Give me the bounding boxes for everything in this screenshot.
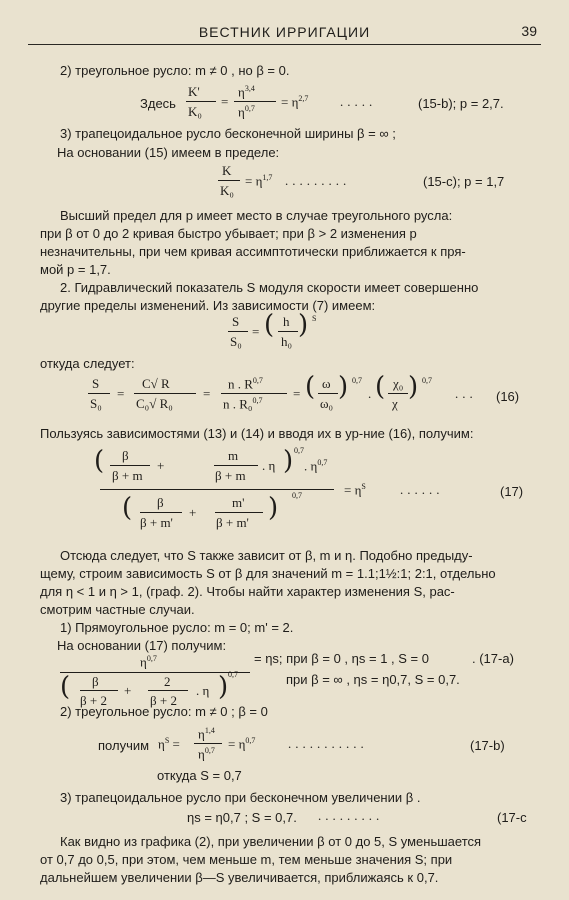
text-line: откуда S = 0,7 [157, 768, 242, 783]
text-line: Как видно из графика (2), при увеличении β от 0 до 5, S уменьшается [60, 834, 482, 849]
text-line: дальнейшем увеличении β—S увеличивается, приближаясь к 0,7. [40, 870, 439, 885]
text-line: для η < 1 и η > 1, (граф. 2). Чтобы найти характер изменения S, рас- [40, 584, 455, 599]
text-line: от 0,7 до 0,5, при этом, чем меньше m, тем меньше значения S; при [40, 852, 453, 867]
text-line: Отсюда следует, что S также зависит от β, m и η. Подобно предыду- [60, 548, 473, 563]
text-line: Пользуясь зависимостями (13) и (14) и вводя их в ур-ние (16), получим: [40, 426, 474, 441]
formula-17a-line1: = ηs; при β = 0 , ηs = 1 , S = 0 [254, 651, 429, 666]
text-line: незначительны, при чем кривая ассимптотически приближается к пря- [40, 244, 466, 259]
formula-17c: ηs = η0,7 ; S = 0,7. [187, 810, 297, 825]
text-line: 2. Гидравлический показатель S модуля скорости имеет совершенно [60, 280, 479, 295]
page-header [28, 22, 541, 45]
formula-15b: K' [188, 84, 200, 99]
text-line: На основании (15) имеем в пределе: [57, 145, 280, 160]
running-title: ВЕСТНИК ИРРИГАЦИИ [198, 24, 371, 40]
equation-number: (17) [500, 484, 524, 499]
text-line: щему, строим зависимость S от β для значений m = 1.1;1½:1; 2:1, отдельно [40, 566, 496, 581]
equation-number: (16) [496, 389, 520, 404]
page-number: 39 [521, 23, 537, 39]
text-line: Здесь [140, 96, 176, 111]
text-line: откуда следует: [40, 356, 135, 371]
text-line: 3) трапецоидальное русло бесконечной ширины β = ∞ ; [60, 126, 396, 141]
text-line: получим [98, 738, 150, 753]
text-line: На основании (17) получим: [57, 638, 227, 653]
text-line: другие пределы изменений. Из зависимости (7) имеем: [40, 298, 376, 313]
equation-number: (15-c); p = 1,7 [423, 174, 505, 189]
equation-number: (17-b) [470, 738, 505, 753]
document-page: ВЕСТНИК ИРРИГАЦИИ 39 2) треугольное русло: m ≠ 0 , но β = 0. Здесь K' K₀ = $\eta^{3,4}$ $\eta^{0,7}$ = $\eta^{2,7}$ ..... (15-b); p = 2,7. 3) трапецоидальное русло бесконечной ширины β = ∞ ; На основании (15) имеем в пределе: K K₀ = $\eta^{1,7}$ ......... (15-c); p = 1,7 Высший предел для p имеет место в случае треугольного русла: при β от 0 до 2 кривая быстро убывает; при β > 2 изменения p незначительны, при чем кривая ассимптотически приближается к пря- мой p = 1,7. 2. Гидравлический показатель S модуля скорости имеет совершенно другие пределы изменений. Из зависимости (7) имеем: S S₀ = ( h h₀ ) S откуда следует: S S₀ = C√ R C₀√ R₀ = n . R$^{0,7}$ n . R₀$^{0,7}$ = ( ω ω₀ ) 0,7 . ( χ₀ χ ) 0,7 ... (16) Пользуясь зависимостями (13) и (14) и вводя их в ур-ние (16), получим: ( β β + m + m β + m . η ) 0,7 . $\eta^{0,7}$ ( β β + m' + m' β + m' ) 0,7 = $\eta^S$ ...... (17) Отсюда следует, что S также зависит от β, m и η. Подобно предыду- щему, строим зависимость S от β для значений m = 1.1;1½:1; 2:1, отдельно для η < 1 и η > 1, (граф. 2). Чтобы найти характер изменения S, рас- смотрим частные случаи. 1) Прямоугольное русло: m = 0; m' = 2. На основании (17) получим: $\eta^{0,7}$ ( β β + 2 + 2 β + 2 . η ) 0,7 = ηs; при β = 0 , ηs = 1 , S = 0 . (17-a) при β = ∞ , ηs = η0,7, S = 0,7. 2) треугольное русло: m ≠ 0 ; β = 0 получим $\eta^S$ = $\eta^{1,4}$ $\eta^{0,7}$ = $\eta^{0,7}$ ........... (17-b) откуда S = 0,7 3) трапецоидальное русло при бесконечном увеличении β . ηs = η0,7 ; S = 0,7. ......... (17-c Как видно из графика (2), при увеличении β от 0 до 5, S уменьшается от 0,7 до 0,5, при этом, чем меньше m, тем меньше значения S; при дальнейшем увеличении β—S увеличивается, приближаясь к 0,7. [0, 0, 569, 900]
text-line: 2) треугольное русло: m ≠ 0 , но β = 0. [60, 63, 290, 78]
text-line: мой p = 1,7. [40, 262, 111, 277]
text-line: при β от 0 до 2 кривая быстро убывает; при β > 2 изменения p [40, 226, 417, 241]
equation-number: . (17-a) [472, 651, 514, 666]
text-line: Высший предел для p имеет место в случае треугольного русла: [60, 208, 453, 223]
equation-number: (17-c [497, 810, 527, 825]
text-line: 3) трапецоидальное русло при бесконечном увеличении β . [60, 790, 421, 805]
formula-17a-line2: при β = ∞ , ηs = η0,7, S = 0,7. [286, 672, 460, 687]
equation-number: (15-b); p = 2,7. [418, 96, 504, 111]
text-line: 2) треугольное русло: m ≠ 0 ; β = 0 [60, 704, 268, 719]
text-line: смотрим частные случаи. [40, 602, 195, 617]
text-line: 1) Прямоугольное русло: m = 0; m' = 2. [60, 620, 294, 635]
